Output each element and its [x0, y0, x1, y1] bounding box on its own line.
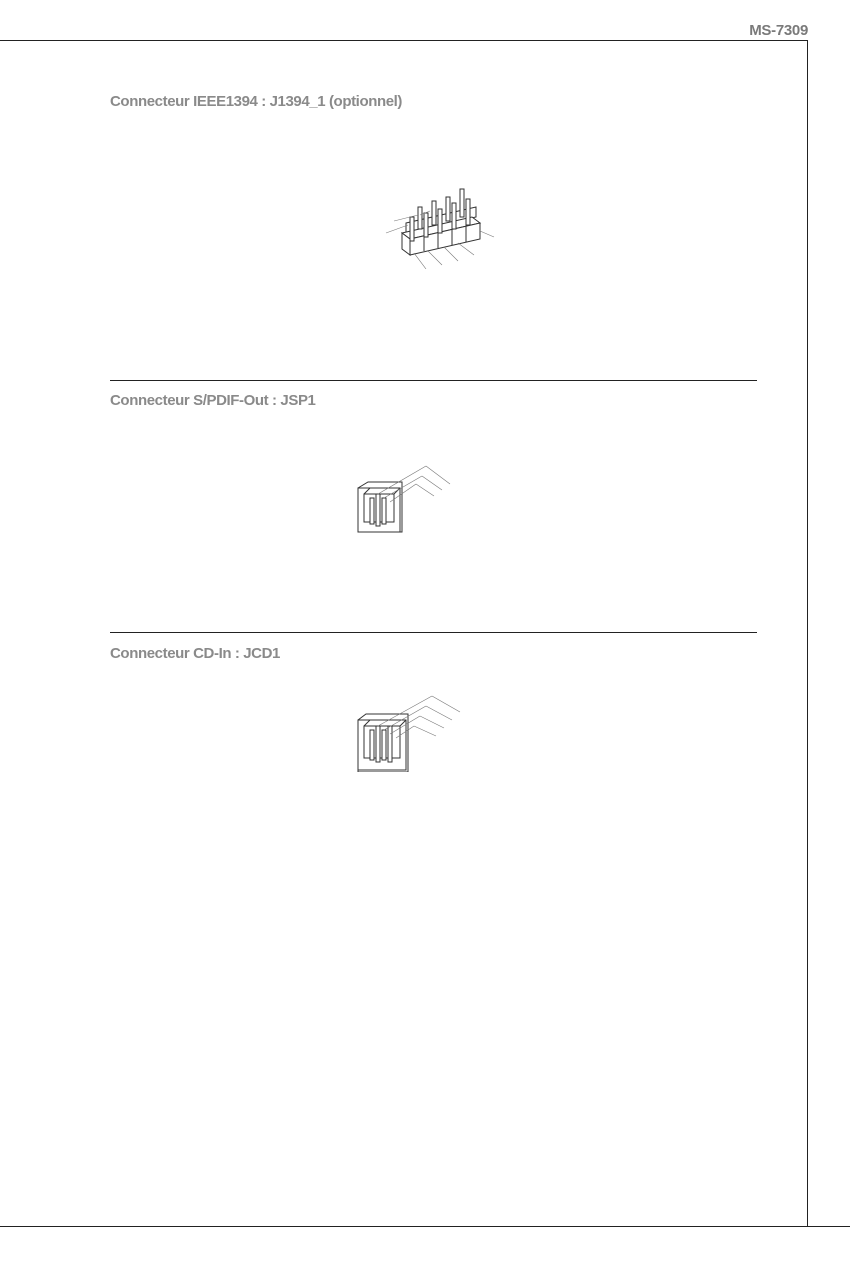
- ieee1394-pin-header-icon: [384, 185, 496, 269]
- section-heading-spdif: Connecteur S/PDIF-Out : JSP1: [110, 392, 316, 409]
- cd-in-connector-icon: [356, 690, 466, 772]
- section-heading-cd-in: Connecteur CD-In : JCD1: [110, 645, 280, 662]
- spdif-out-connector-icon: [356, 460, 456, 536]
- section-heading-ieee1394: Connecteur IEEE1394 : J1394_1 (optionnel): [110, 93, 403, 110]
- section-rule-spdif: [110, 380, 757, 381]
- page-header-model: MS-7309: [749, 22, 808, 39]
- top-border: [0, 40, 808, 41]
- section-rule-cd-in: [110, 632, 757, 633]
- bottom-border: [0, 1226, 850, 1227]
- right-border: [807, 40, 808, 1227]
